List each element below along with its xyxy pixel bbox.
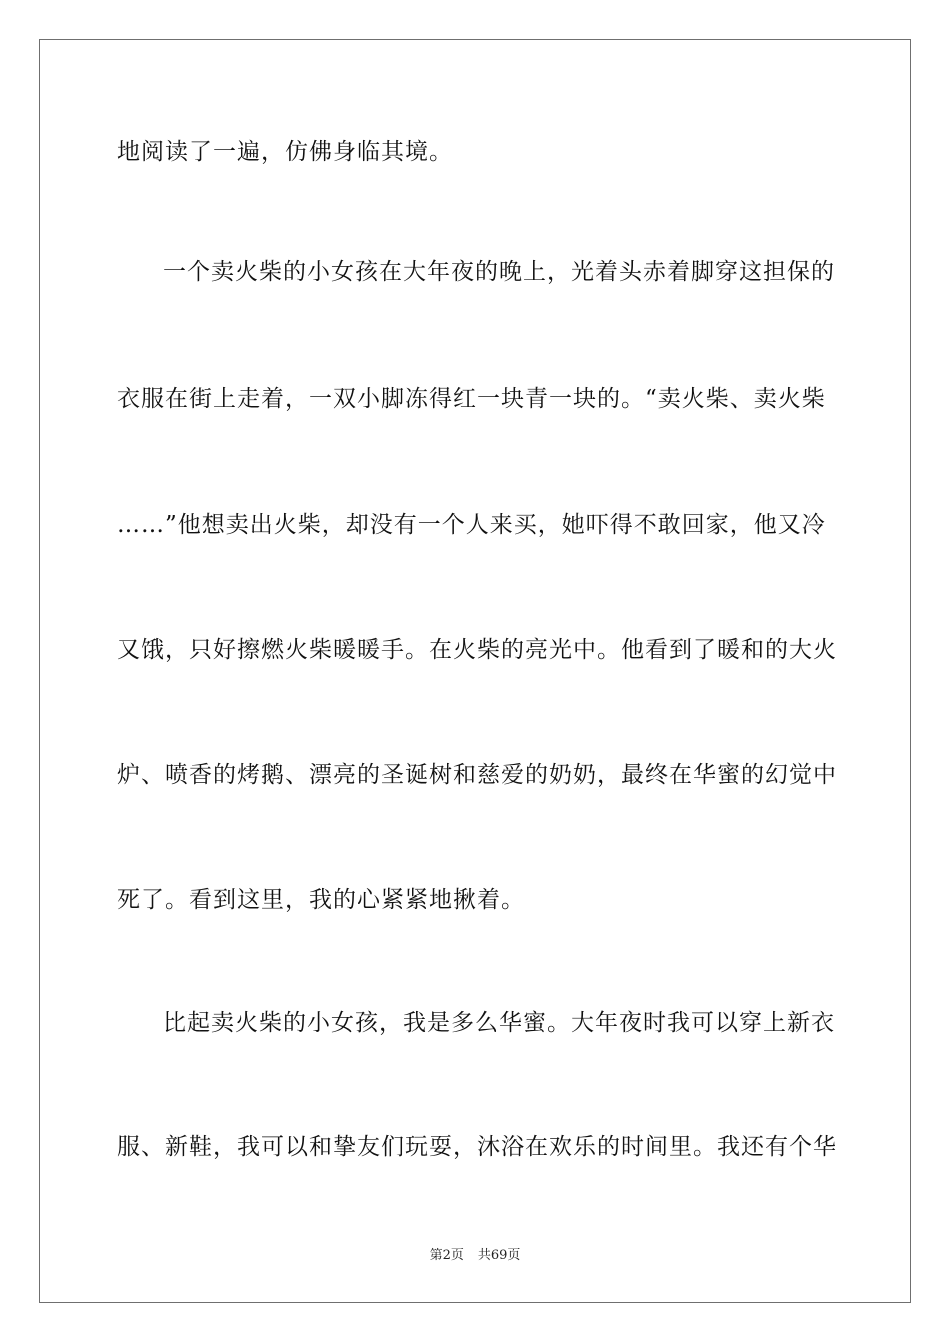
- text-line: 服、新鞋，我可以和挚友们玩耍，沐浴在欢乐的时间里。我还有个华: [117, 1134, 837, 1160]
- page-border: [39, 39, 911, 1303]
- text-line: 地阅读了一遍，仿佛身临其境。: [117, 139, 453, 165]
- total-page-count: 共69页: [477, 1248, 521, 1263]
- text-line: 死了。看到这里，我的心紧紧地揪着。: [117, 887, 525, 913]
- text-line-paragraph-start: 比起卖火柴的小女孩，我是多么华蜜。大年夜时我可以穿上新衣: [163, 1010, 835, 1036]
- text-line: ……”他想卖出火柴，却没有一个人来买，她吓得不敢回家，他又冷: [117, 512, 826, 538]
- page-footer: [0, 1247, 950, 1265]
- text-line: 炉、喷香的烤鹅、漂亮的圣诞树和慈爱的奶奶，最终在华蜜的幻觉中: [117, 762, 837, 788]
- current-page-number: 第2页: [429, 1248, 464, 1263]
- text-line: 衣服在街上走着，一双小脚冻得红一块青一块的。“卖火柴、卖火柴: [117, 386, 826, 412]
- text-line-paragraph-start: 一个卖火柴的小女孩在大年夜的晚上，光着头赤着脚穿这担保的: [163, 259, 835, 285]
- text-line: 又饿，只好擦燃火柴暖暖手。在火柴的亮光中。他看到了暖和的大火: [117, 637, 837, 663]
